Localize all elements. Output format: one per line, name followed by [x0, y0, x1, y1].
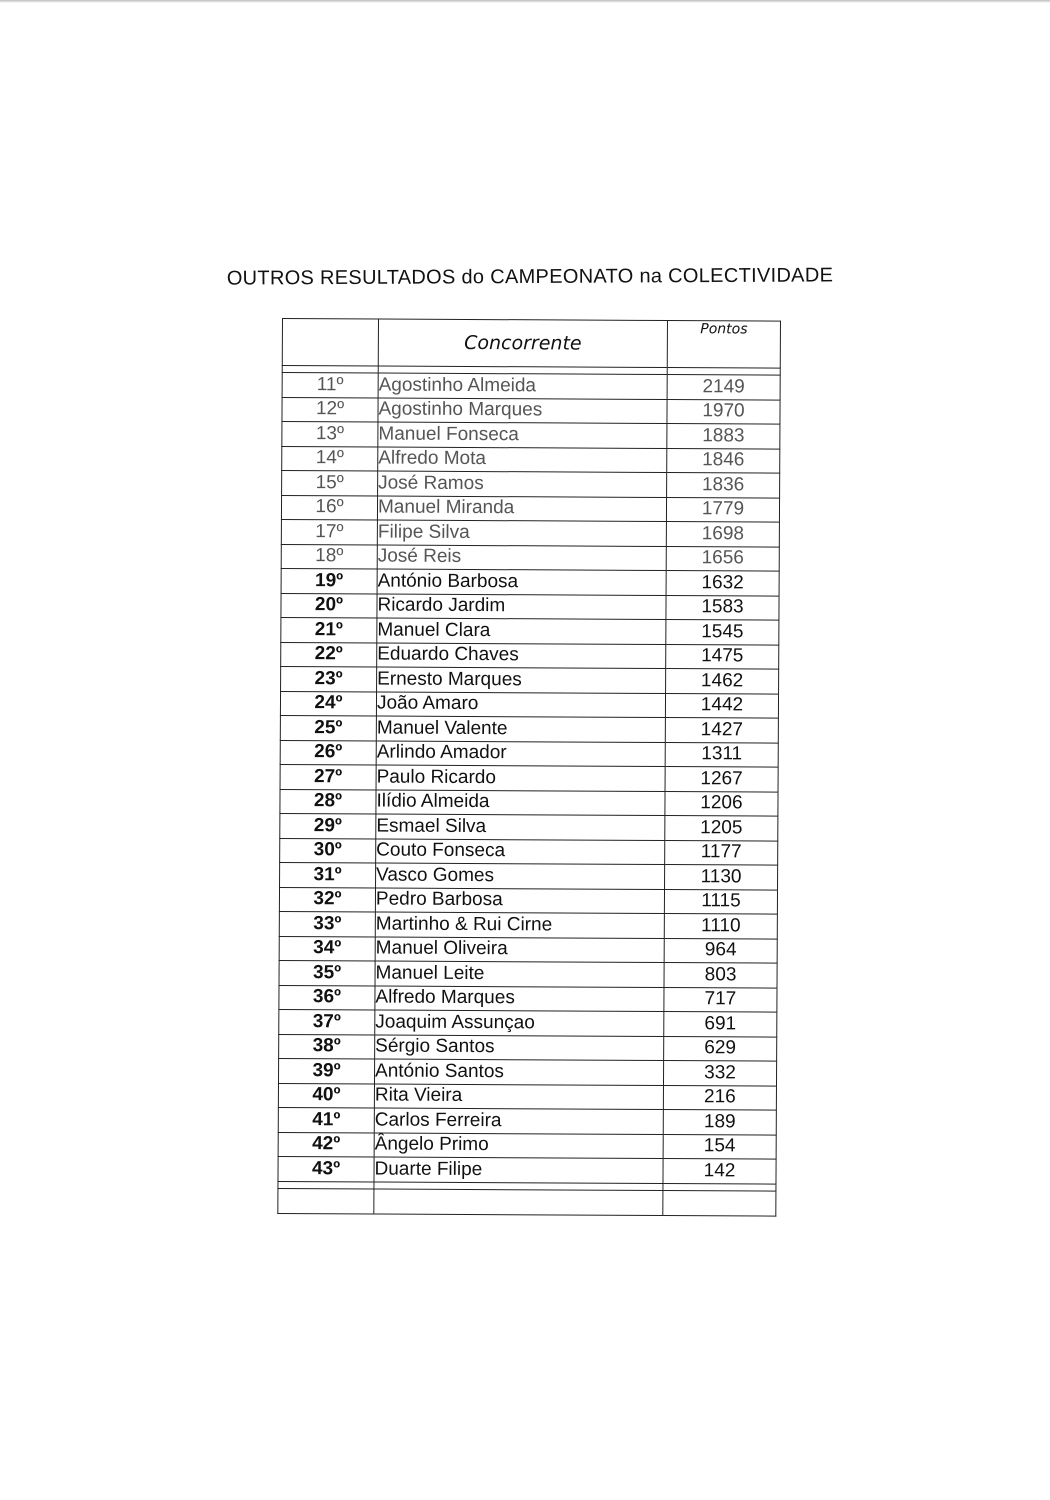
rank-cell: 16º: [281, 495, 377, 520]
points-column-header: Pontos: [667, 321, 780, 369]
table-row: [281, 617, 779, 644]
table-row: [281, 666, 779, 693]
competitor-name-cell: Joaquim Assunçao: [375, 1010, 664, 1036]
rank-cell: 20º: [281, 593, 377, 618]
points-cell: 1267: [665, 767, 778, 792]
competitor-name-cell: Duarte Filipe: [374, 1157, 663, 1183]
rank-cell: 17º: [281, 519, 377, 544]
rank-cell: 39º: [278, 1058, 374, 1083]
competitor-name-cell: Paulo Ricardo: [376, 765, 665, 791]
rank-cell: 34º: [279, 936, 375, 961]
competitor-name-cell: Manuel Fonseca: [378, 422, 667, 448]
points-cell: 1545: [666, 620, 779, 645]
table-row: [281, 642, 779, 669]
competitor-name-cell: Manuel Valente: [376, 716, 665, 742]
points-cell: 1205: [665, 816, 778, 841]
table-row: [281, 593, 779, 620]
results-table: [277, 318, 781, 1216]
points-cell: 189: [663, 1110, 776, 1135]
competitor-name-cell: António Santos: [374, 1059, 663, 1085]
competitor-name-cell: António Barbosa: [377, 569, 666, 595]
rank-cell: 40º: [278, 1083, 374, 1108]
empty-cell: [374, 1188, 663, 1215]
points-cell: 803: [664, 963, 777, 988]
table-row: [278, 1107, 776, 1134]
points-cell: 1836: [667, 473, 780, 498]
table-row: [279, 1009, 777, 1036]
table-row: [280, 813, 778, 840]
competitor-name-cell: Couto Fonseca: [376, 838, 665, 864]
competitor-name-cell: Ernesto Marques: [377, 667, 666, 693]
rank-cell: 19º: [281, 568, 377, 593]
rank-cell: 24º: [280, 691, 376, 716]
rank-cell: 25º: [280, 715, 376, 740]
rank-cell: 27º: [280, 764, 376, 789]
table-row: [280, 838, 778, 865]
competitor-name-cell: Arlindo Amador: [376, 740, 665, 766]
points-cell: 1311: [665, 742, 778, 767]
competitor-name-cell: Eduardo Chaves: [377, 643, 666, 669]
table-row: [282, 446, 780, 473]
points-cell: 1442: [665, 693, 778, 718]
table-row: [282, 471, 780, 498]
rank-cell: 41º: [278, 1107, 374, 1132]
rank-cell: 29º: [280, 813, 376, 838]
table-row: [282, 397, 780, 424]
points-cell: 1970: [667, 399, 780, 424]
points-cell: 691: [664, 1012, 777, 1037]
competitor-name-cell: Rita Vieira: [374, 1083, 663, 1109]
rank-cell: 14º: [282, 446, 378, 471]
results-table-container: [277, 318, 781, 1216]
rank-cell: 13º: [282, 422, 378, 447]
table-row: [280, 691, 778, 718]
table-row: [279, 911, 777, 938]
rank-cell: 30º: [280, 838, 376, 863]
points-cell: 332: [663, 1061, 776, 1086]
table-row: [278, 1083, 776, 1110]
competitor-name-cell: Agostinho Marques: [378, 398, 667, 424]
points-cell: 1883: [667, 424, 780, 449]
rank-cell: 23º: [281, 666, 377, 691]
points-cell: 1846: [667, 448, 780, 473]
table-row: [281, 495, 779, 522]
points-cell: 717: [664, 987, 777, 1012]
points-cell: 1110: [664, 914, 777, 939]
rank-cell: 37º: [279, 1009, 375, 1034]
rank-cell: 15º: [282, 471, 378, 496]
rank-cell: 26º: [280, 740, 376, 765]
rank-cell: 33º: [279, 911, 375, 936]
points-cell: 1130: [665, 865, 778, 890]
points-cell: 964: [664, 938, 777, 963]
competitor-name-cell: Sérgio Santos: [375, 1034, 664, 1060]
competitor-name-cell: José Ramos: [378, 471, 667, 497]
rank-cell: 12º: [282, 397, 378, 422]
points-cell: 1583: [666, 595, 779, 620]
competitor-name-cell: Agostinho Almeida: [378, 373, 667, 399]
rank-cell: 21º: [281, 617, 377, 642]
competitor-name-cell: Martinho & Rui Cirne: [375, 912, 664, 938]
points-cell: 1698: [666, 522, 779, 547]
competitor-name-cell: José Reis: [377, 545, 666, 571]
points-cell: 1427: [665, 718, 778, 743]
points-cell: 1656: [666, 546, 779, 571]
competitor-name-cell: Manuel Miranda: [377, 496, 666, 522]
rank-cell: 38º: [279, 1034, 375, 1059]
page-title: OUTROS RESULTADOS do CAMPEONATO na COLECTIVIDADE: [226, 264, 834, 290]
table-row: [282, 422, 780, 449]
table-row: [280, 715, 778, 742]
points-cell: 142: [663, 1159, 776, 1184]
points-cell: 1475: [666, 644, 779, 669]
table-body: [278, 366, 780, 1216]
table-row: [280, 764, 778, 791]
points-cell: 216: [663, 1085, 776, 1110]
table-row: [281, 519, 779, 546]
empty-cell: [278, 1188, 374, 1214]
table-row: [279, 985, 777, 1012]
rank-cell: 22º: [281, 642, 377, 667]
competitor-name-cell: Pedro Barbosa: [375, 887, 664, 913]
table-row: [280, 740, 778, 767]
table-row: [279, 960, 777, 987]
empty-cell: [663, 1190, 776, 1216]
competitor-name-cell: Alfredo Marques: [375, 985, 664, 1011]
competitor-name-cell: Manuel Leite: [375, 961, 664, 987]
table-row: [282, 373, 780, 400]
table-row: [279, 887, 777, 914]
rank-column-header: [282, 319, 378, 367]
points-cell: 154: [663, 1134, 776, 1159]
competitor-name-cell: Alfredo Mota: [378, 447, 667, 473]
table-row: [279, 936, 777, 963]
rank-cell: 11º: [282, 373, 378, 398]
competitor-name-cell: João Amaro: [376, 692, 665, 718]
points-cell: 629: [664, 1036, 777, 1061]
competitor-name-cell: Vasco Gomes: [376, 863, 665, 889]
table-row: [278, 1156, 776, 1183]
rank-cell: 35º: [279, 960, 375, 985]
scan-top-edge: [0, 0, 1050, 3]
competitor-name-cell: Ângelo Primo: [374, 1132, 663, 1158]
rank-cell: 28º: [280, 789, 376, 814]
table-row: [281, 544, 779, 571]
points-cell: 1462: [666, 669, 779, 694]
competitor-name-cell: Manuel Clara: [377, 618, 666, 644]
table-row: [278, 1132, 776, 1159]
points-cell: 1206: [665, 791, 778, 816]
points-cell: 1115: [664, 889, 777, 914]
table-row: [279, 1034, 777, 1061]
points-cell: 1177: [665, 840, 778, 865]
table-row: [280, 862, 778, 889]
rank-cell: 42º: [278, 1132, 374, 1157]
table-row: [281, 568, 779, 595]
rank-cell: 31º: [280, 862, 376, 887]
rank-cell: 32º: [279, 887, 375, 912]
rank-cell: 36º: [279, 985, 375, 1010]
competitor-name-cell: Carlos Ferreira: [374, 1108, 663, 1134]
rank-cell: 18º: [281, 544, 377, 569]
competitor-column-header: Concorrente: [378, 319, 667, 368]
rank-cell: 43º: [278, 1156, 374, 1181]
points-cell: 2149: [667, 375, 780, 400]
table-row: [278, 1058, 776, 1085]
points-cell: 1632: [666, 571, 779, 596]
competitor-name-cell: Manuel Oliveira: [375, 936, 664, 962]
competitor-name-cell: Filipe Silva: [377, 520, 666, 546]
points-cell: 1779: [666, 497, 779, 522]
empty-table-row: [278, 1188, 776, 1216]
competitor-name-cell: Ilídio Almeida: [376, 789, 665, 815]
competitor-name-cell: Ricardo Jardim: [377, 594, 666, 620]
table-row: [280, 789, 778, 816]
competitor-name-cell: Esmael Silva: [376, 814, 665, 840]
table-header: [282, 319, 780, 369]
